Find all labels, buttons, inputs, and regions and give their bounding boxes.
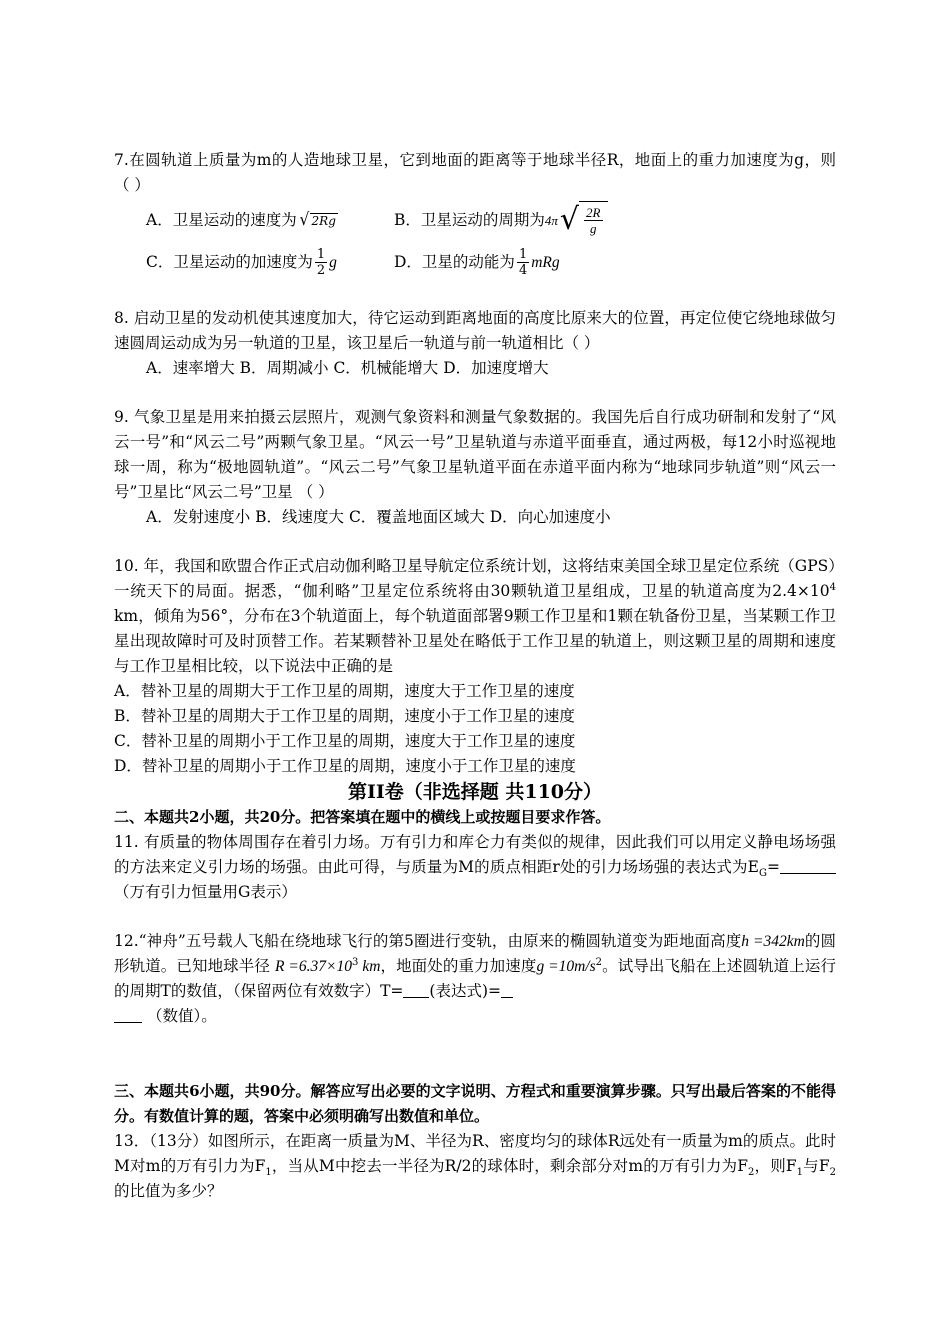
q13-part-e: 的比值为多少？: [114, 1182, 223, 1200]
q7-option-a-radicand: 2Rg: [311, 213, 336, 228]
q7-option-b-text: B．卫星运动的周期为: [394, 210, 545, 229]
q13-sub-1: 1: [265, 1167, 272, 1179]
q7-option-b-coef: 4π: [544, 212, 558, 228]
q7-options-row-2: [114, 242, 836, 282]
q11-note: （万有引力恒量用G表示）: [114, 883, 297, 901]
spacer: [114, 282, 836, 306]
q7-option-b-num: 2R: [586, 205, 601, 220]
q12-value-label: （数值）。: [146, 1007, 217, 1025]
q12-part2: 的圆形轨道。已知地球半径: [114, 932, 836, 975]
q13-text: [114, 1129, 836, 1204]
q7-options-row-1: [114, 198, 836, 242]
q13-sub-3: 1: [796, 1167, 804, 1179]
q7-option-d-den: 4: [518, 262, 528, 278]
q12-radius-unit: km: [358, 958, 381, 975]
q7-option-d-var: mRg: [531, 253, 560, 271]
spacer: [114, 1029, 836, 1079]
q7-option-a-sqrt: √ 2Rg: [299, 209, 336, 230]
q12-gravity-exponent: 2: [595, 956, 603, 968]
q7-option-a: [146, 208, 394, 233]
q10-stem: [114, 554, 836, 679]
q7-option-b: [394, 201, 608, 239]
q13-part-b: ，当从M中挖去一半径为R/2的球体时，剩余部分对m的万有引力为F: [271, 1157, 748, 1175]
q8-stem: 8. 启动卫星的发动机使其速度加大，待它运动到距离地面的高度比原来大的位置，再定位使它绕地球做匀速圆周运动成为另一轨道的卫星，该卫星后一轨道与前一轨道相比（ ）: [114, 309, 836, 352]
q10-stem-part1: 10. 年，我国和欧盟合作正式启动伽利略卫星导航定位系统计划，这将结束美国全球卫星定位系统（GPS）一统天下的局面。据悉，“伽利略”卫星定位系统将由30颗轨道卫星组成，卫星的轨道高度为2.4×10: [114, 557, 836, 600]
q10-option-a: A．替补卫星的周期大于工作卫星的周期，速度大于工作卫星的速度: [114, 682, 575, 700]
q10-stem-exponent: 4: [829, 581, 836, 593]
q7-option-c-text: C．卫星运动的加速度为: [146, 252, 313, 271]
q12-expression-label: (表达式)=: [429, 982, 502, 1000]
q7-option-d-text: D．卫星的动能为: [394, 252, 515, 271]
q9-stem: 9. 气象卫星是用来拍摄云层照片，观测气象资料和测量气象数据的。我国先后自行成功研制和发射了“风云一号”和“风云二号”两颗气象卫星。“风云一号”卫星轨道与赤道平面垂直，通过两极，每12小时巡视地球一周，称为“极地圆轨道”。“风云二号”气象卫星轨道平面在赤道平面内称为“地球同步轨道”则“风云一号”卫星比“风云二号”卫星 （ ）: [114, 408, 836, 501]
q12-value-blank-1[interactable]: [501, 981, 513, 998]
q12-part3: ，地面处的重力加速度: [380, 957, 537, 975]
q7-option-c-num: 1: [316, 246, 326, 262]
q11-answer-blank[interactable]: [780, 857, 836, 874]
q11-equals: =: [767, 858, 780, 876]
part2-title: 第II卷（非选择题 共110分）: [347, 781, 603, 803]
spacer: [114, 530, 836, 554]
q13-part-c: ，则F: [754, 1157, 797, 1175]
q7-option-d: [394, 247, 560, 278]
q12-part1: 12.“神舟”五号载人飞船在绕地球飞行的第5圈进行变轨，由原来的椭圆轨道变为距地面高度: [114, 932, 742, 950]
exam-page: [114, 148, 836, 1204]
q7-stem: 7.在圆轨道上质量为m的人造地球卫星，它到地面的距离等于地球半径R，地面上的重力加速度为g，则 （ ）: [114, 151, 836, 194]
spacer: [114, 905, 836, 929]
q12-radius: R =6.37×10: [274, 958, 352, 975]
section3-heading: 三、本题共6小题，共90分。解答应写出必要的文字说明、方程式和重要演算步骤。只写出最后答案的不能得分。有数值计算的题，答案中必须明确写出数值和单位。: [114, 1082, 836, 1125]
q10-option-d: D．替补卫星的周期小于工作卫星的周期，速度小于工作卫星的速度: [114, 757, 576, 775]
q12-text: [114, 929, 836, 1029]
section2-heading: 二、本题共2小题，共20分。把答案填在题中的横线上或按题目要求作答。: [114, 808, 611, 826]
q7-option-c: [146, 247, 394, 278]
q11-subscript: G: [759, 868, 767, 880]
q12-gravity: g =10m/s: [536, 958, 596, 975]
q12-height: h =342km: [741, 933, 805, 950]
q10-option-b: B．替补卫星的周期大于工作卫星的周期，速度小于工作卫星的速度: [114, 707, 575, 725]
q12-value-blank-2[interactable]: [114, 1006, 142, 1023]
q13-part-a: 13．（13分）如图所示，在距离一质量为M、半径为R、密度均匀的球体R远处有一质量为m的质点。此时M对m的万有引力为F: [114, 1132, 836, 1175]
q7-option-a-text: A．卫星运动的速度为: [146, 210, 297, 229]
q8-options: A．速率增大 B．周期减小 C．机械能增大 D．加速度增大: [146, 359, 549, 377]
q11-text: [114, 830, 836, 905]
q13-sub-4: 2: [829, 1167, 836, 1179]
q12-expression-blank[interactable]: [403, 981, 429, 998]
q7-option-c-den: 2: [316, 262, 326, 278]
q7-option-b-den: g: [590, 221, 597, 236]
q12-radius-exponent: 3: [351, 956, 359, 968]
q13-part-d: 与F: [803, 1157, 830, 1175]
q12-part4: 。试导出飞船在上述圆轨道上运行的周期T的数值，（保留两位有效数字）T=: [114, 957, 836, 1000]
q10-option-c: C．替补卫星的周期小于工作卫星的周期，速度大于工作卫星的速度: [114, 732, 576, 750]
q10-stem-part2: km，倾角为56°，分布在3个轨道面上，每个轨道面部署9颗工作卫星和1颗在轨备份卫星，当某颗工作卫星出现故障时可及时顶替工作。若某颗替补卫星处在略低于工作卫星的轨道上，则这颗卫星的周期和速度与工作卫星相比较，以下说法中正确的是: [114, 607, 836, 675]
q7-option-c-var: g: [329, 253, 337, 271]
q11-body: 11. 有质量的物体周围存在着引力场。万有引力和库仑力有类似的规律，因此我们可以用定义静电场场强的方法来定义引力场的场强。由此可得，与质量为M的质点相距r处的引力场场强的表达式为E: [114, 833, 836, 876]
spacer: [114, 381, 836, 405]
q7-option-b-sqrt: √ $\frac{2R}{g}$: [560, 201, 608, 239]
q9-options: A．发射速度小 B．线速度大 C．覆盖地面区域大 D．向心加速度小: [146, 508, 611, 526]
q13-sub-2: 2: [747, 1167, 755, 1179]
q7-option-d-num: 1: [518, 246, 528, 262]
